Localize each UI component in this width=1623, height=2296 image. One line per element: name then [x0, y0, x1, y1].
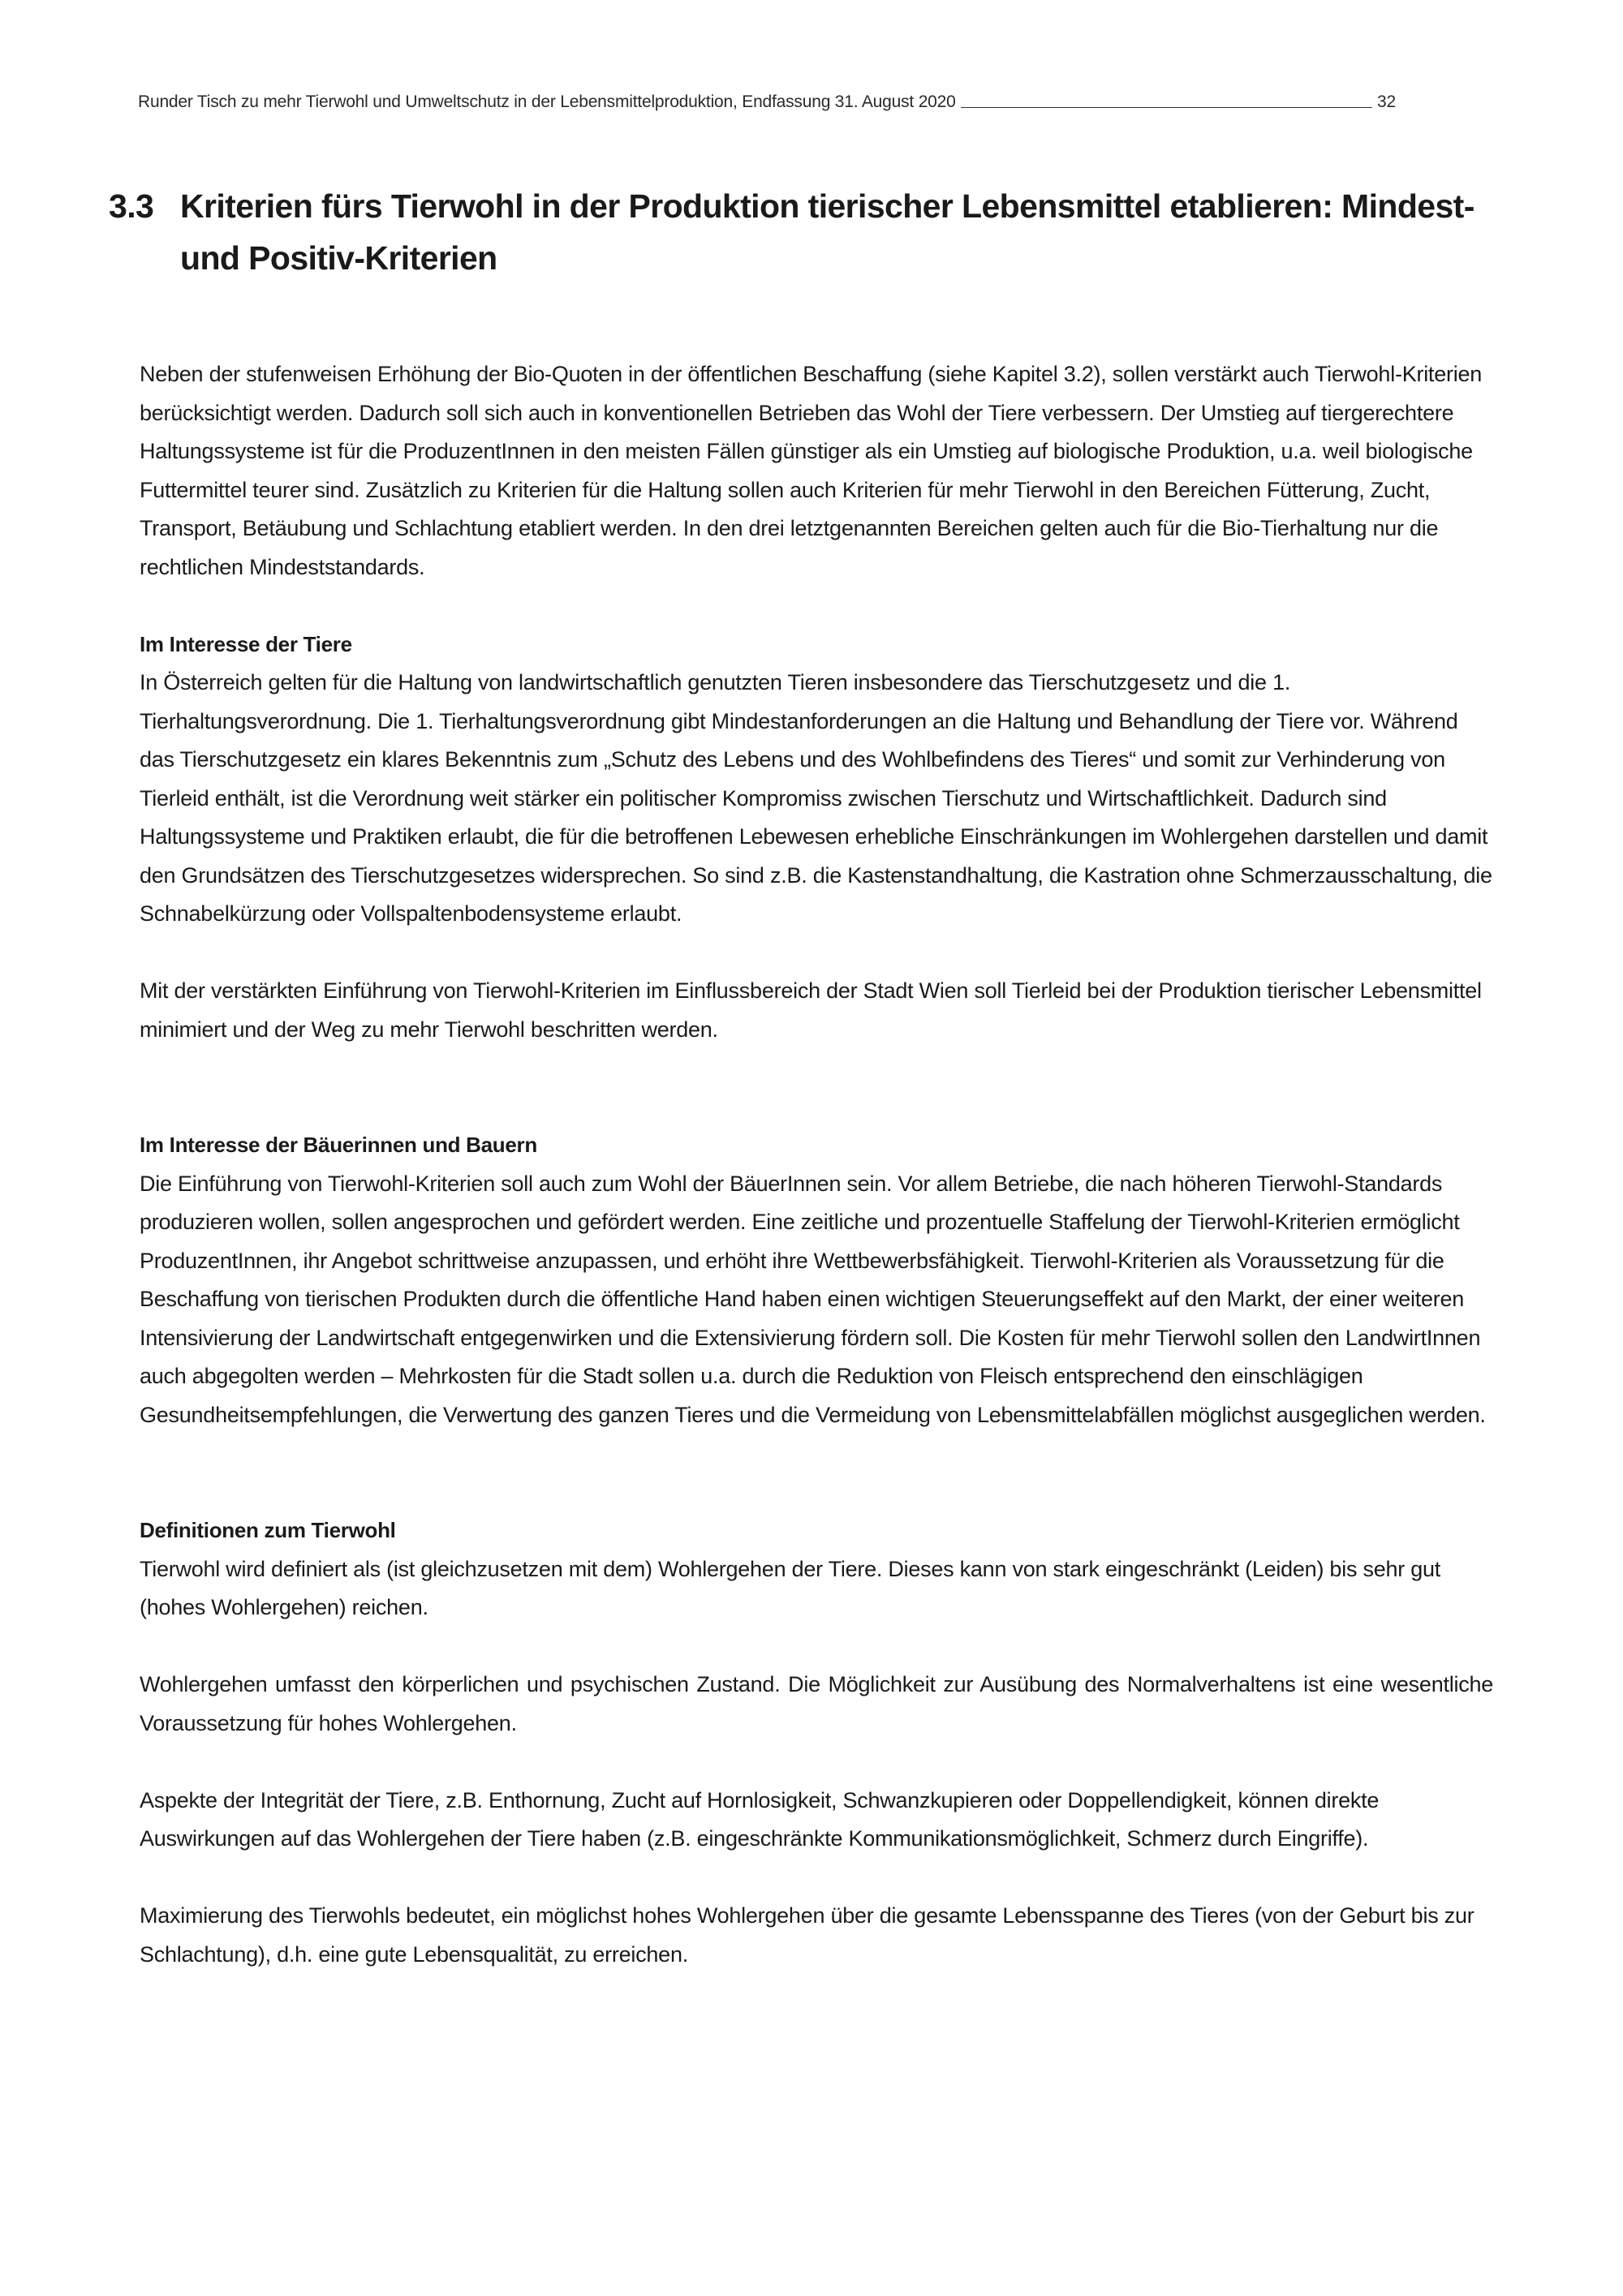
animals-heading: Im Interesse der Tiere [140, 631, 352, 656]
running-title: Runder Tisch zu mehr Tierwohl und Umweltschutz in der Lebensmittelproduktion, Endfassung 31. August 2020 [138, 92, 956, 111]
section-heading: Kriterien fürs Tierwohl in der Produktion tierischer Lebensmittel etablieren: Mindest- und Positiv-Kriterien [180, 187, 1474, 277]
definitions-paragraph-1: Tierwohl wird definiert als (ist gleichzusetzen mit dem) Wohlergehen der Tiere. Dieses kann von stark eingeschränkt (Leiden) bis sehr gut (hohes Wohlergehen) reichen. [140, 1556, 1441, 1619]
page-number: 32 [1377, 92, 1396, 111]
definitions-paragraph-3: Aspekte der Integrität der Tiere, z.B. Enthornung, Zucht auf Hornlosigkeit, Schwanzkupieren oder Doppellendigkeit, können direkte Auswirkungen auf das Wohlergehen der Tiere haben (z.B. eingeschränkte Kommunikationsmöglichkeit, Schmerz durch Eingriffe). [140, 1787, 1380, 1851]
running-header [138, 92, 1396, 112]
definitions-paragraph-4: Maximierung des Tierwohls bedeutet, ein möglichst hohes Wohlergehen über die gesamte Lebensspanne des Tieres (von der Geburt bis zur Schlachtung), d.h. eine gute Lebensqualität, zu erreichen. [140, 1903, 1474, 1967]
body-content [140, 355, 1493, 1974]
intro-paragraph: Neben der stufenweisen Erhöhung der Bio-Quoten in der öffentlichen Beschaffung (siehe Kapitel 3.2), sollen verstärkt auch Tierwohl-Kriterien berücksichtigt werden. Dadurch soll sich auch in konventionellen Betrieben das Wohl der Tiere verbessern. Der Umstieg auf tiergerechtere Haltungssysteme ist für die ProduzentInnen in den meisten Fällen günstiger als ein Umstieg auf biologische Produktion, u.a. weil biologische Futtermittel teurer sind. Zusätzlich zu Kriterien für die Haltung sollen auch Kriterien für mehr Tierwohl in den Bereichen Fütterung, Zucht, Transport, Betäubung und Schlachtung etabliert werden. In den drei letztgenannten Bereichen gelten auch für die Bio-Tierhaltung nur die rechtlichen Mindeststandards. [140, 362, 1482, 579]
farmers-heading: Im Interesse der Bäuerinnen und Bauern [140, 1133, 537, 1157]
header-rule [961, 107, 1372, 108]
section-title [109, 180, 1505, 284]
farmers-paragraph-1: Die Einführung von Tierwohl-Kriterien soll auch zum Wohl der BäuerInnen sein. Vor allem Betriebe, die nach höheren Tierwohl-Standards produzieren wollen, sollen angesprochen und gefördert werden. Eine zeitliche und prozentuelle Staffelung der Tierwohl-Kriterien ermöglicht ProduzentInnen, ihr Angebot schrittweise anzupassen, und erhöht ihre Wettbewerbsfähigkeit. Tierwohl-Kriterien als Voraussetzung für die Beschaffung von tierischen Produkten durch die öffentliche Hand haben einen wichtigen Steuerungseffekt auf den Markt, der einer weiteren Intensivierung der Landwirtschaft entgegenwirken und die Extensivierung fördern soll. Die Kosten für mehr Tierwohl sollen den LandwirtInnen auch abgegolten werden – Mehrkosten für die Stadt sollen u.a. durch die Reduktion von Fleisch entsprechend den einschlägigen Gesundheitsempfehlungen, die Verwertung des ganzen Tieres und die Vermeidung von Lebensmittelabfällen möglichst ausgeglichen werden. [140, 1171, 1486, 1427]
definitions-heading: Definitionen zum Tierwohl [140, 1518, 396, 1542]
animals-paragraph-2: Mit der verstärkten Einführung von Tierwohl-Kriterien im Einflussbereich der Stadt Wien soll Tierleid bei der Produktion tierischer Lebensmittel minimiert und der Weg zu mehr Tierwohl beschritten werden. [140, 978, 1482, 1042]
definitions-paragraph-2: Wohlergehen umfasst den körperlichen und psychischen Zustand. Die Möglichkeit zur Ausübung des Normalverhaltens ist eine wesentliche Voraussetzung für hohes Wohlergehen. [140, 1672, 1493, 1735]
animals-paragraph-1: In Österreich gelten für die Haltung von landwirtschaftlich genutzten Tieren insbesondere das Tierschutzgesetz und die 1. Tierhaltungsverordnung. Die 1. Tierhaltungsverordnung gibt Mindestanforderungen an die Haltung und Behandlung der Tiere vor. Während das Tierschutzgesetz ein klares Bekenntnis zum „Schutz des Lebens und des Wohlbefindens des Tieres“ und somit zur Verhinderung von Tierleid enthält, ist die Verordnung weit stärker ein politischer Kompromiss zwischen Tierschutz und Wirtschaftlichkeit. Dadurch sind Haltungssysteme und Praktiken erlaubt, die für die betroffenen Lebewesen erhebliche Einschränkungen im Wohlergehen darstellen und damit den Grundsätzen des Tierschutzgesetzes widersprechen. So sind z.B. die Kastenstandhaltung, die Kastration ohne Schmerzausschaltung, die Schnabelkürzung oder Vollspaltenbodensysteme erlaubt. [140, 670, 1492, 926]
section-number: 3.3 [109, 187, 154, 225]
